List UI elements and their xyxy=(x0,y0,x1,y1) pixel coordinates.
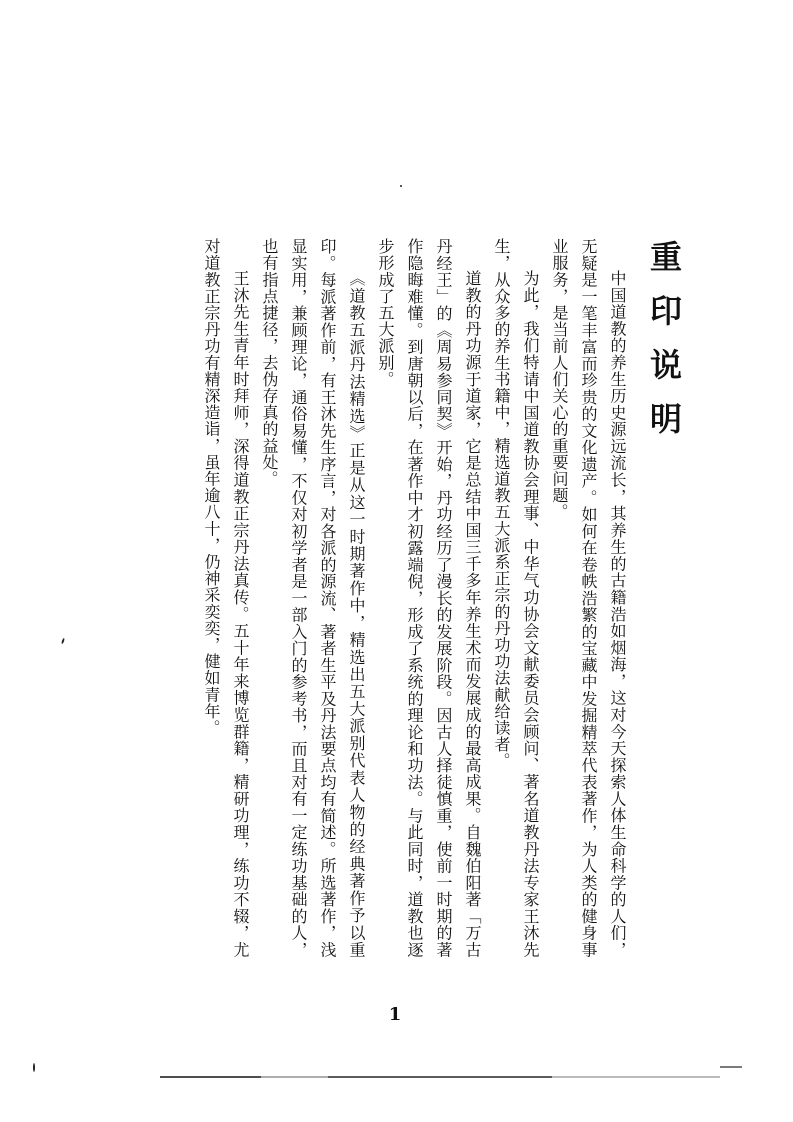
scan-speck xyxy=(61,638,65,644)
page-number: 1 xyxy=(388,1004,402,1025)
paragraph-3: 道教的丹功源于道家，它是总结中国三千多年养生术而发展成的最高成果。自魏伯阳著「万古丹经王」的《周易参同契》开始，丹功经历了漫长的发展阶段。因古人择徒慎重，使前一时期的著作隐晦难懂。到唐朝以后，在著作中才初露端倪，形成了系统的理论和功法。与此同时，道教也逐步形成了五大派别。 xyxy=(376,238,482,958)
scan-speck xyxy=(400,185,402,187)
body-text xyxy=(170,238,632,958)
paragraph-1: 中国道教的养生历史源远流长，其养生的古籍浩如烟海，这对今天探索人体生命科学的人们，无疑是一笔丰富而珍贵的文化遗产。如何在卷帙浩繁的宝藏中发掘精萃代表著作，为人类的健身事业服务，是当前人们关心的重要问题。 xyxy=(550,238,627,958)
paragraph-5: 王沐先生青年时拜师，深得道教正宗丹法真传。五十年来博览群籍，精研功理，练功不辍，尤对道教正宗丹功有精深造诣，虽年逾八十，仍神采奕奕，健如青年。 xyxy=(202,238,250,958)
bottom-rule xyxy=(160,1076,720,1078)
scan-speck xyxy=(33,1063,35,1072)
paragraph-2: 为此，我们特请中国道教协会理事、中华气功协会文献委员会顾问、著名道教丹法专家王沐先生，从众多的养生书籍中，精选道教五大派系正宗的丹功功法献给读者。 xyxy=(492,238,540,958)
paragraph-4: 《道教五派丹法精选》正是从这一时期著作中，精选出五大派别代表人物的经典著作予以重印。每派著作前，有王沐先生序言，对各派的源流、著者生平及丹法要点均有简述。所选著作，浅显实用，兼顾理论，通俗易懂，不仅对初学者是一部入门的参考书，而且对有一定练功基础的人，也有指点捷径，去伪存真的益处。 xyxy=(260,238,366,958)
page-title: 重印说明 xyxy=(645,240,683,456)
scan-speck xyxy=(720,1066,742,1068)
